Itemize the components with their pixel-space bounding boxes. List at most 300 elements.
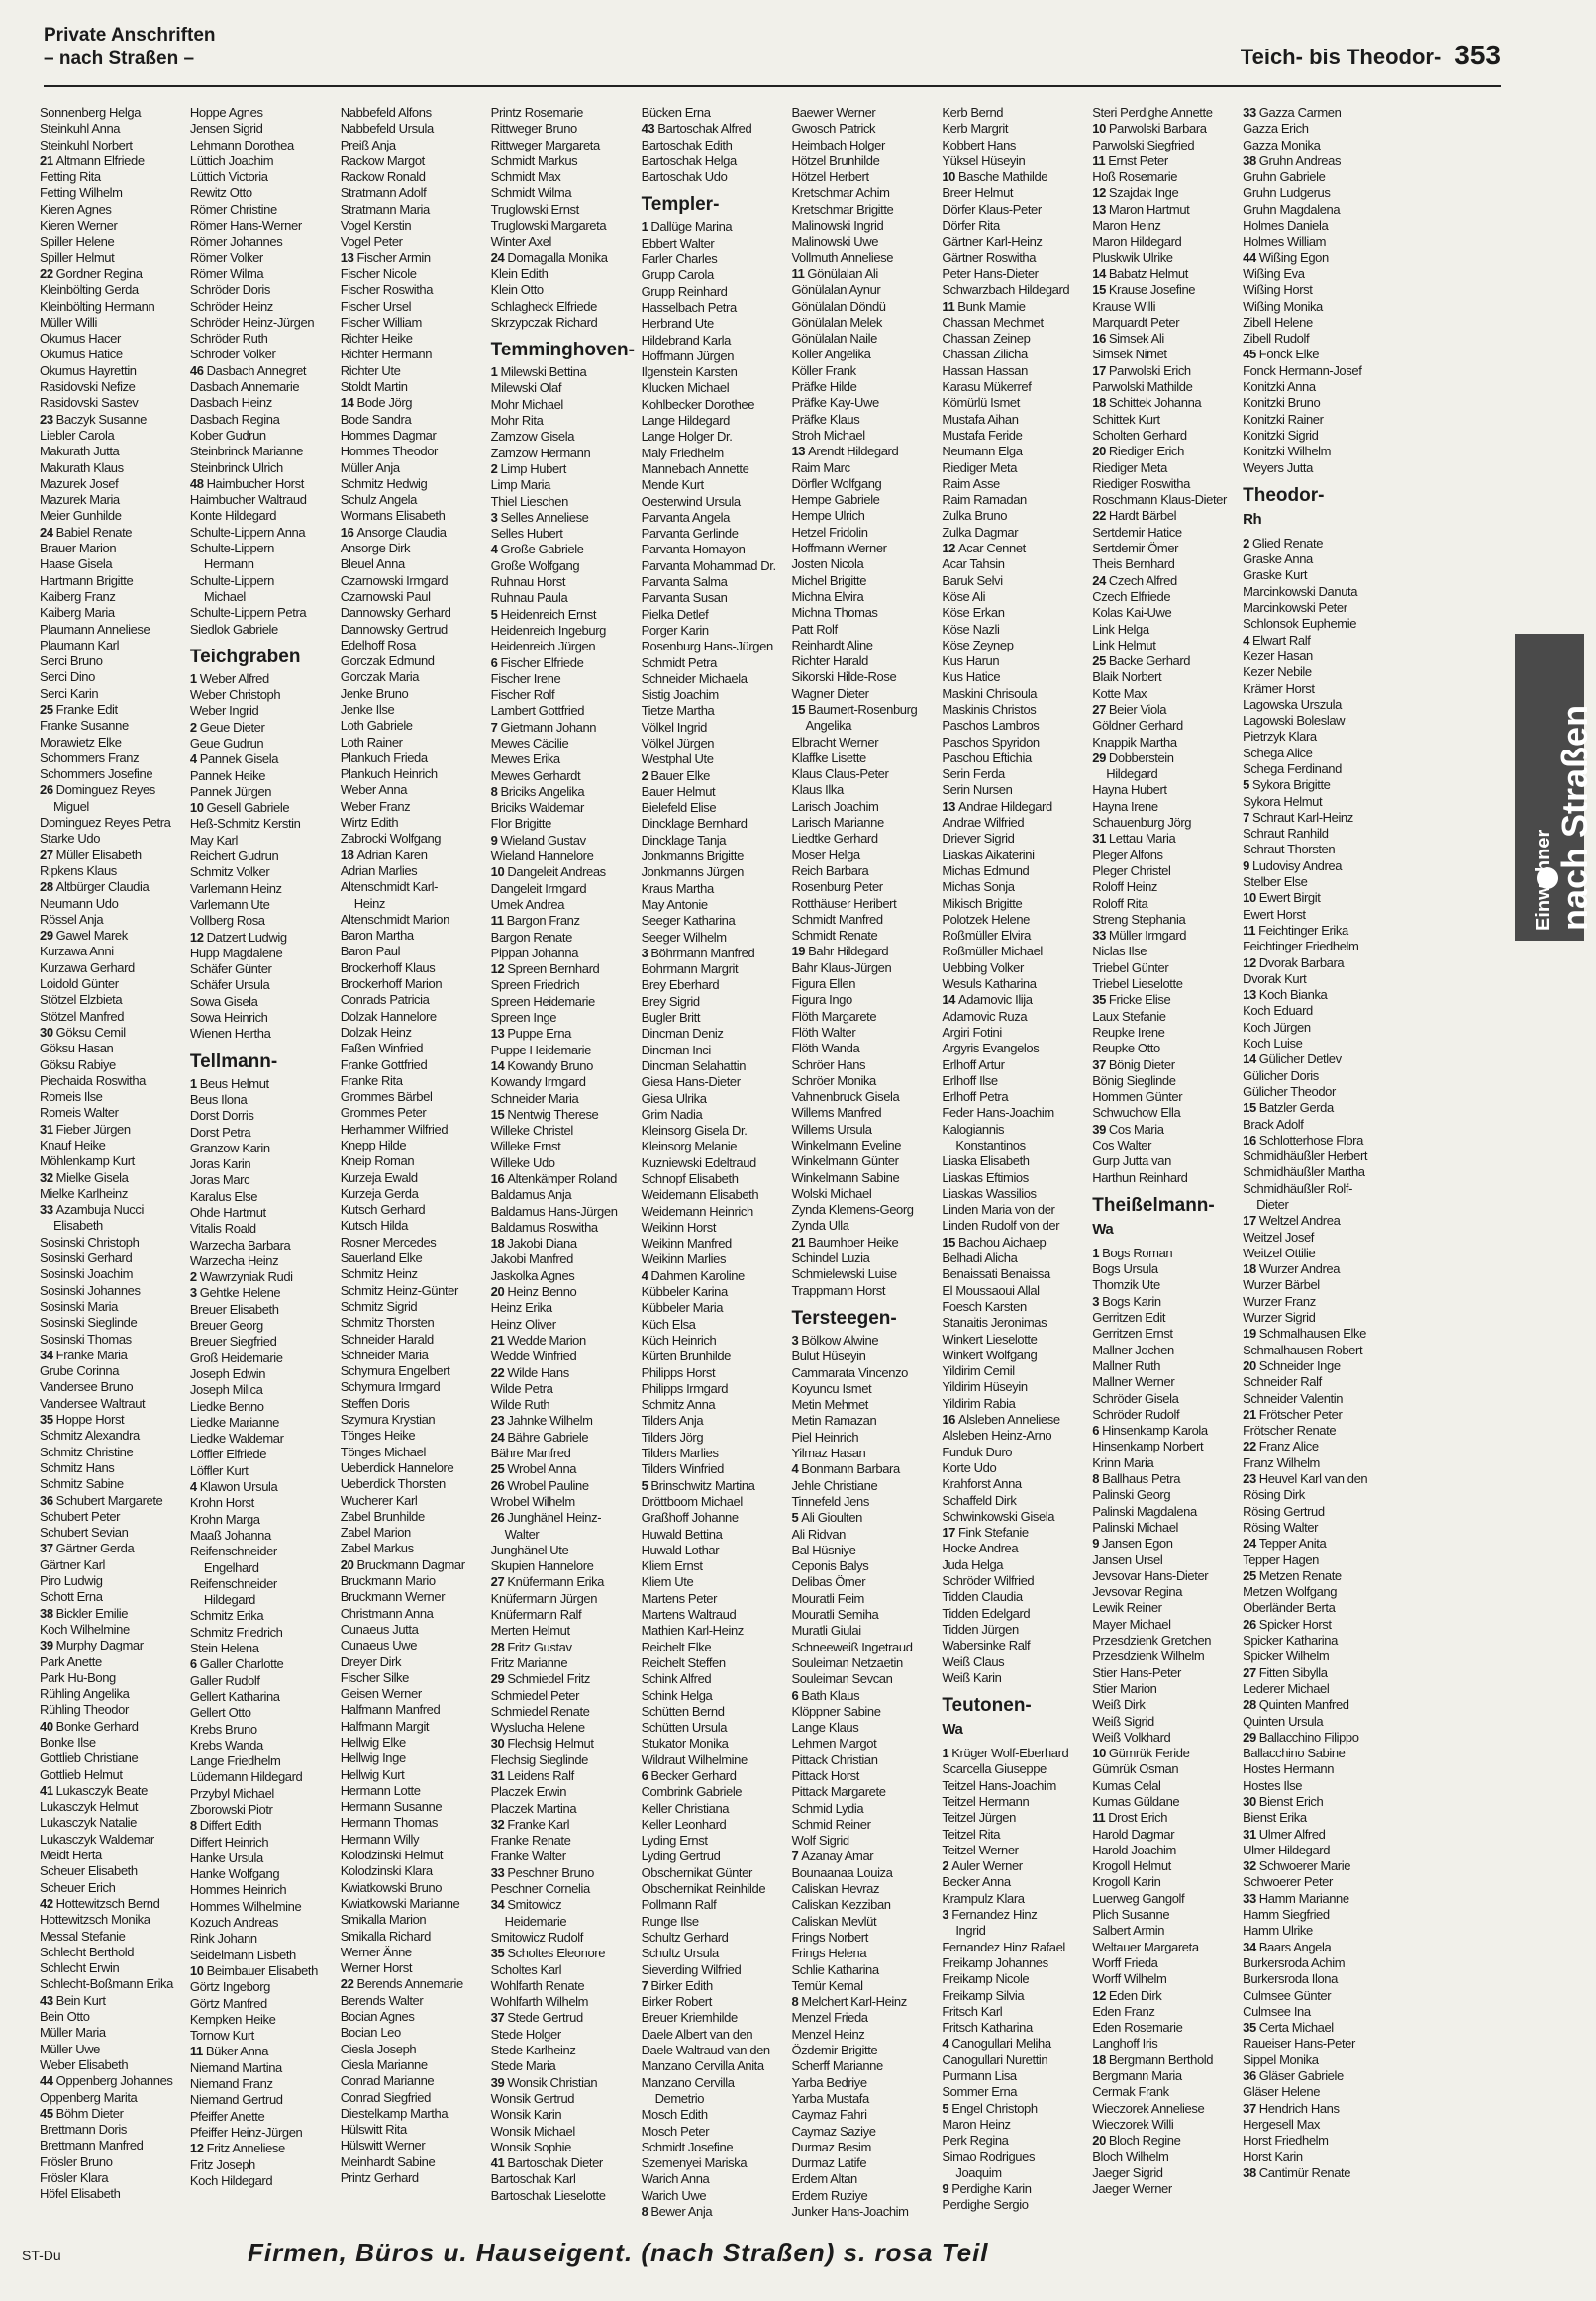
resident-entry: Schröder Wilfried (942, 1573, 1035, 1589)
resident-entry: Ripkens Klaus (40, 862, 117, 878)
resident-entry: 11 Bunk Mamie (942, 298, 1026, 314)
resident-entry: Junghänel Ute (490, 1542, 569, 1557)
resident-entry: Knappik Martha (1092, 734, 1177, 750)
resident-entry: Zulka Bruno (942, 508, 1008, 524)
resident-entry: Kolas Kai-Uwe (1092, 605, 1172, 621)
resident-entry: Plankuch Heinrich (340, 766, 438, 782)
resident-entry: Steri Perdighe Annette (1092, 105, 1213, 120)
resident-entry: Wonsik Sophie (490, 2139, 571, 2154)
resident-entry: Kus Harun (942, 653, 1000, 669)
resident-entry: Schneider Valentin (1243, 1390, 1344, 1406)
resident-entry: Richter Hermann (340, 347, 433, 362)
resident-entry: Jenke Bruno (340, 685, 409, 701)
resident-entry: Gurp Jutta van (1092, 1153, 1171, 1169)
resident-entry: Combrink Gabriele (641, 1784, 743, 1800)
resident-entry: Wabersinke Ralf (942, 1638, 1031, 1653)
resident-entry: Brey Sigrid (641, 993, 700, 1009)
name-continuation: Heinz (353, 895, 386, 911)
resident-entry: 16 Simsek Ali (1092, 331, 1164, 347)
resident-entry: Brack Adolf (1243, 1116, 1304, 1132)
resident-entry: Bogs Ursula (1092, 1261, 1158, 1277)
resident-entry: 7 Azanay Amar (791, 1849, 874, 1864)
resident-entry: 2 Wawrzyniak Rudi (189, 1269, 293, 1285)
resident-entry: Bugler Britt (641, 1010, 701, 1026)
resident-entry: Schlie Katharina (791, 1961, 879, 1977)
resident-entry: Niemand Franz (189, 2076, 273, 2092)
resident-entry: 6 Bath Klaus (791, 1687, 860, 1703)
resident-entry: Selles Hubert (490, 526, 563, 542)
resident-entry: Bocian Leo (340, 2025, 401, 2041)
resident-entry: Kotte Max (1092, 685, 1147, 701)
resident-entry: Knauf Heike (40, 1138, 106, 1152)
resident-entry: Weitzel Ottilie (1243, 1245, 1316, 1260)
resident-entry: Dröttboom Michael (641, 1493, 743, 1509)
resident-entry: Schmidt Manfred (791, 911, 883, 927)
resident-entry: 22 Hardt Bärbel (1092, 508, 1177, 524)
resident-entry: Wirtz Edith (340, 815, 399, 831)
resident-entry: Gönülalan Döndü (791, 298, 886, 314)
resident-entry: Koch Eduard (1243, 1003, 1313, 1019)
resident-entry: Mazurek Josef (40, 475, 119, 491)
name-continuation: Michael (203, 588, 246, 604)
resident-entry: Bahr Klaus-Jürgen (791, 959, 892, 975)
resident-entry: Wucherer Karl (340, 1492, 418, 1508)
resident-entry: 32 Schwoerer Marie (1243, 1858, 1351, 1874)
resident-entry: Winkelmann Günter (791, 1153, 899, 1169)
resident-entry: Fritz Marianne (490, 1654, 568, 1670)
resident-entry: Dincman Deniz (641, 1026, 724, 1042)
resident-entry: Brettmann Doris (40, 2122, 127, 2138)
resident-entry: Weikinn Horst (641, 1219, 717, 1235)
resident-entry: Köse Ali (942, 588, 986, 604)
resident-entry: Römer Wilma (189, 265, 264, 281)
resident-entry: Feder Hans-Joachim (942, 1105, 1054, 1121)
resident-entry: 35 Hoppe Horst (40, 1412, 125, 1428)
resident-entry: Hommes Dagmar (340, 427, 437, 443)
resident-entry: Haimbucher Waltraud (189, 492, 307, 508)
resident-entry: Weyers Jutta (1243, 459, 1313, 475)
resident-entry: 8 Differt Edith (189, 1818, 262, 1834)
resident-entry: Schlagheck Elfriede (490, 298, 597, 314)
resident-entry: Stötzel Manfred (40, 1008, 125, 1024)
resident-entry: Bartoschak Edith (641, 137, 733, 152)
resident-entry: Rühling Theodor (40, 1702, 129, 1718)
resident-entry: Stukator Monika (641, 1736, 729, 1751)
resident-entry: 22 Berends Annemarie (340, 1976, 463, 1992)
resident-entry: Souleiman Sevcan (791, 1671, 893, 1687)
resident-entry: Kuzniewski Edeltraud (641, 1154, 756, 1170)
resident-entry: Koch Hildegard (189, 2172, 273, 2188)
resident-entry: Weiß Claus (942, 1653, 1005, 1669)
resident-entry: Fischer William (340, 314, 422, 330)
resident-entry: Stier Hans-Peter (1092, 1664, 1181, 1680)
resident-entry: Krahforst Anna (942, 1476, 1022, 1492)
resident-entry: Maron Heinz (942, 2116, 1011, 2132)
resident-entry: Richter Heike (340, 331, 413, 347)
resident-entry: 16 Alsleben Anneliese (942, 1412, 1060, 1428)
resident-entry: Hergesell Max (1243, 2116, 1321, 2132)
resident-entry: Michas Sonja (942, 879, 1015, 895)
resident-entry: Hommes Heinrich (189, 1882, 287, 1898)
resident-entry: 16 Schlotterhose Flora (1243, 1132, 1363, 1148)
resident-entry: Göldner Gerhard (1092, 718, 1183, 734)
resident-entry: Parwolski Mathilde (1092, 379, 1193, 395)
resident-entry: Hötzel Brunhilde (791, 152, 880, 168)
directory-column (40, 105, 183, 2212)
resident-entry: Salbert Armin (1092, 1923, 1165, 1939)
resident-entry: Freikamp Nicole (942, 1971, 1030, 1987)
resident-entry: Schmitz Sigrid (340, 1298, 418, 1314)
resident-entry: 16 Ansorge Claudia (340, 524, 447, 540)
resident-entry: Roßmüller Michael (942, 944, 1043, 959)
resident-entry: Teitzel Jürgen (942, 1810, 1016, 1826)
resident-entry: Mouratli Feim (791, 1590, 864, 1606)
resident-entry: Vogel Kerstin (340, 218, 412, 234)
resident-entry: Hasselbach Petra (641, 299, 737, 315)
resident-entry: Juda Helga (942, 1556, 1004, 1572)
resident-entry: Scarcella Giuseppe (942, 1761, 1047, 1777)
resident-entry: Fritsch Katharina (942, 2020, 1033, 2036)
resident-entry: Bocian Agnes (340, 2009, 415, 2025)
resident-entry: Palinski Michael (1092, 1519, 1179, 1535)
resident-entry: Luerweg Gangolf (1092, 1890, 1185, 1906)
resident-entry: Altenschmidt Karl- (340, 879, 439, 895)
resident-entry: Mustafa Feride (942, 427, 1023, 443)
resident-entry: Bielefeld Elise (641, 800, 717, 816)
resident-entry: Neumann Elga (942, 444, 1023, 459)
resident-entry: Schmitz Volker (189, 864, 270, 880)
resident-entry: Stötzel Elzbieta (40, 992, 123, 1008)
resident-entry: Weiß Volkhard (1092, 1729, 1171, 1745)
resident-entry: Schymura Engelbert (340, 1363, 450, 1379)
header-left (44, 24, 216, 71)
resident-entry: Parvanta Susan (641, 590, 728, 606)
resident-entry: Tilders Jörg (641, 1429, 704, 1445)
resident-entry: 5 Sykora Brigitte (1243, 777, 1331, 793)
resident-entry: 11 Drost Erich (1092, 1810, 1168, 1826)
resident-entry: Wienen Hertha (189, 1026, 271, 1042)
resident-entry: Präfke Klaus (791, 411, 860, 427)
resident-entry: 24 Czech Alfred (1092, 572, 1177, 588)
resident-entry: Schmitz Heinz-Günter (340, 1282, 458, 1298)
resident-entry: 29 Ballacchino Filippo (1243, 1729, 1359, 1745)
resident-entry: Yildirim Hüseyin (942, 1379, 1028, 1395)
resident-entry: Scholtes Karl (490, 1961, 562, 1977)
resident-entry: Konitzki Rainer (1243, 411, 1324, 427)
resident-entry: Pannek Jürgen (189, 783, 272, 799)
resident-entry: Schymura Irmgard (340, 1379, 441, 1395)
resident-entry: Erlhoff Petra (942, 1089, 1009, 1105)
resident-entry: Farler Charles (641, 251, 718, 267)
resident-entry: 26 Junghänel Heinz- (490, 1510, 602, 1526)
resident-entry: Ali Ridvan (791, 1526, 846, 1542)
resident-entry: Westphal Ute (641, 751, 714, 767)
resident-entry: Richter Harald (791, 653, 868, 669)
resident-entry: 17 Weltzel Andrea (1243, 1213, 1341, 1229)
resident-entry: Schulz Angela (340, 492, 417, 508)
resident-entry: Pielka Detlef (641, 606, 709, 622)
resident-entry: Flöth Walter (791, 1024, 856, 1040)
resident-entry: Mallner Jochen (1092, 1342, 1174, 1357)
resident-entry: Reich Barbara (791, 862, 869, 878)
directory-column (641, 105, 785, 2219)
resident-entry: Schröder Heinz (189, 298, 273, 314)
resident-entry: Durmaz Latife (791, 2155, 867, 2171)
resident-entry: Konitzki Bruno (1243, 395, 1321, 411)
resident-entry: Dincman Selahattin (641, 1057, 747, 1073)
resident-entry: Wohlfarth Renate (490, 1977, 585, 1993)
resident-entry: Niclas Ilse (1092, 944, 1147, 959)
resident-entry: Riediger Roswitha (1092, 475, 1190, 491)
resident-entry: Rackow Margot (340, 152, 425, 168)
resident-entry: Dangeleit Irmgard (490, 880, 587, 896)
resident-entry: Hempe Gabriele (791, 492, 880, 508)
resident-entry: Worff Wilhelm (1092, 1971, 1167, 1987)
resident-entry: Sosinski Sieglinde (40, 1315, 138, 1331)
resident-entry: Bauer Helmut (641, 783, 716, 799)
resident-entry: 9 Ludovisy Andrea (1243, 857, 1343, 873)
resident-entry: Zabel Marion (340, 1525, 411, 1541)
resident-entry: Schommers Franz (40, 750, 140, 765)
resident-entry: Bargon Renate (490, 929, 572, 945)
resident-entry: 1 Weber Alfred (189, 670, 269, 686)
resident-entry: Weltauer Margareta (1092, 1939, 1199, 1954)
resident-entry: Theis Bernhard (1092, 556, 1175, 572)
resident-entry: Kürten Brunhilde (641, 1349, 732, 1364)
resident-entry: Thomzik Ute (1092, 1277, 1160, 1293)
resident-entry: Runge Ilse (641, 1913, 699, 1929)
resident-entry: Kübbeler Karina (641, 1284, 728, 1300)
resident-entry: Holmes Daniela (1243, 218, 1329, 234)
resident-entry: Okumus Hacer (40, 331, 121, 347)
resident-entry: Bounaanaa Louiza (791, 1864, 893, 1880)
resident-entry: Pleger Christel (1092, 862, 1171, 878)
resident-entry: 39 Murphy Dagmar (40, 1638, 144, 1653)
resident-entry: 1 Milewski Bettina (490, 364, 587, 380)
resident-entry: Lange Holger Dr. (641, 429, 733, 445)
resident-entry: Kieren Agnes (40, 201, 112, 217)
resident-entry: Gönülalan Naile (791, 331, 877, 347)
resident-entry: Rosner Mercedes (340, 1234, 437, 1250)
resident-entry: Edelhoff Rosa (340, 637, 417, 652)
resident-entry: Willeke Ernst (490, 1139, 561, 1154)
resident-entry: Feichtinger Friedhelm (1243, 939, 1359, 954)
resident-entry: Steinbrinck Marianne (189, 444, 304, 459)
resident-entry: Meidt Herta (40, 1848, 102, 1863)
resident-entry: Heinz Erika (490, 1300, 552, 1316)
resident-entry: Graßhoff Johanne (641, 1510, 739, 1526)
resident-entry: Perdighe Sergio (942, 2197, 1029, 2213)
resident-entry: Altenschmidt Marion (340, 911, 449, 927)
resident-entry: 18 Jakobi Diana (490, 1236, 577, 1251)
resident-entry: Hommen Günter (1092, 1089, 1183, 1105)
resident-entry: Zborowski Piotr (189, 1801, 273, 1817)
resident-entry: Przesdzienk Gretchen (1092, 1633, 1212, 1649)
resident-entry: Makurath Klaus (40, 459, 124, 475)
resident-entry: Krogoll Helmut (1092, 1858, 1171, 1874)
resident-entry: Schraut Thorsten (1243, 842, 1336, 857)
resident-entry: Dolzak Hannelore (340, 1008, 437, 1024)
street-heading: Theißelmann- (1092, 1194, 1215, 1216)
resident-entry: Daele Albert van den (641, 2026, 753, 2042)
resident-entry: Fischer Nicole (340, 265, 417, 281)
resident-entry: Hoß Rosemarie (1092, 169, 1178, 185)
resident-entry: Harthun Reinhard (1092, 1169, 1188, 1185)
resident-entry: Hamm Ulrike (1243, 1923, 1313, 1939)
resident-entry: Willems Ursula (791, 1121, 872, 1137)
resident-entry: Kretschmar Achim (791, 185, 890, 201)
resident-entry: Stroh Michael (791, 427, 865, 443)
resident-entry: Alsleben Heinz-Arno (942, 1428, 1052, 1444)
resident-entry: Hetzel Fridolin (791, 524, 868, 540)
resident-entry: Keller Christiana (641, 1800, 730, 1816)
resident-entry: Wildraut Wilhelmine (641, 1751, 748, 1767)
resident-entry: Bartoschak Lieselotte (490, 2187, 606, 2203)
resident-entry: Pleger Alfons (1092, 847, 1163, 862)
resident-entry: Gorczak Maria (340, 669, 420, 685)
resident-entry: 8 Melchert Karl-Heinz (791, 1994, 907, 2010)
resident-entry: 30 Göksu Cemil (40, 1024, 126, 1040)
resident-entry: Hoffmann Jürgen (641, 348, 735, 363)
resident-entry: Kwiatkowski Marianne (340, 1895, 460, 1911)
resident-entry: Schlecht Berthold (40, 1944, 135, 1959)
resident-entry: Mikisch Brigitte (942, 895, 1023, 911)
resident-entry: Weikinn Marlies (641, 1251, 727, 1267)
resident-entry: Hildebrand Karla (641, 332, 731, 348)
resident-entry: Lukasczyk Waldemar (40, 1831, 154, 1847)
resident-entry: 35 Fricke Elise (1092, 992, 1171, 1008)
resident-entry: Völkel Jürgen (641, 735, 715, 750)
resident-entry: Dasbach Regina (189, 411, 280, 427)
resident-entry: Tidden Jürgen (942, 1621, 1019, 1637)
resident-entry: Rittweger Bruno (490, 121, 577, 137)
resident-entry: Fischer Ursel (340, 298, 412, 314)
resident-entry: Heß-Schmitz Kerstin (189, 816, 301, 832)
resident-entry: Spreen Heidemarie (490, 993, 595, 1009)
resident-entry: Mazurek Maria (40, 492, 120, 508)
resident-entry: Müller Maria (40, 2025, 106, 2041)
resident-entry: Nabbefeld Ursula (340, 121, 434, 137)
resident-entry: Schmielewski Luise (791, 1266, 897, 1282)
resident-entry: Weiß Karin (942, 1669, 1002, 1685)
resident-entry: Herbrand Ute (641, 316, 714, 332)
resident-entry: Ballacchino Sabine (1243, 1746, 1346, 1761)
resident-entry: Canogullari Nurettin (942, 2051, 1048, 2067)
street-heading: Theodor- (1243, 484, 1325, 506)
resident-entry: Sieverding Wilfried (641, 1961, 742, 1977)
resident-entry: Sommer Erna (942, 2084, 1018, 2100)
resident-entry: Mende Kurt (641, 477, 704, 493)
resident-entry: 15 Baumert-Rosenburg (791, 701, 918, 717)
resident-entry: Kurzeja Gerda (340, 1185, 419, 1201)
resident-entry: Schott Erna (40, 1589, 103, 1605)
resident-entry: Smikalla Marion (340, 1912, 427, 1928)
directory-columns (40, 105, 1386, 2219)
resident-entry: Stoldt Martin (340, 379, 408, 395)
resident-entry: Kober Gudrun (189, 427, 266, 443)
resident-entry: Gwosch Patrick (791, 121, 876, 137)
resident-entry: 31 Fieber Jürgen (40, 1121, 131, 1137)
resident-entry: 13 Koch Bianka (1243, 987, 1328, 1003)
resident-entry: Reichelt Elke (641, 1639, 712, 1654)
resident-entry: 36 Schubert Margarete (40, 1492, 163, 1508)
resident-entry: 9 Jansen Egon (1092, 1536, 1173, 1551)
resident-entry: Weiß Dirk (1092, 1697, 1146, 1713)
resident-entry: Dorst Petra (189, 1124, 251, 1140)
resident-entry: Tilders Anja (641, 1413, 704, 1429)
resident-entry: Sippel Monika (1243, 2051, 1319, 2067)
resident-entry: Winkelmann Eveline (791, 1138, 902, 1152)
resident-entry: Willeke Christel (490, 1123, 573, 1139)
resident-entry: Ueberdick Thorsten (340, 1476, 446, 1492)
resident-entry: Ewert Horst (1243, 906, 1306, 922)
resident-entry: Hötzel Herbert (791, 169, 869, 185)
resident-entry: Triebel Günter (1092, 959, 1169, 975)
directory-column (1243, 105, 1386, 2212)
resident-entry: Wonsik Michael (490, 2123, 575, 2139)
district-code: Rh (1243, 510, 1262, 528)
resident-entry: Durmaz Besim (791, 2139, 871, 2154)
directory-column (491, 105, 635, 2212)
resident-entry: Hommes Theodor (340, 444, 438, 459)
resident-entry: Caliskan Kezziban (791, 1897, 891, 1913)
resident-entry: 14 Gülicher Detlev (1243, 1051, 1342, 1067)
resident-entry: Bruckmann Mario (340, 1573, 436, 1589)
resident-entry: Kumas Celal (1092, 1777, 1161, 1793)
resident-entry: Erlhoff Ilse (942, 1072, 998, 1088)
resident-entry: Franke Rita (340, 1072, 403, 1088)
resident-entry: Loth Rainer (340, 734, 403, 750)
resident-entry: 6 Fischer Elfriede (490, 654, 584, 670)
resident-entry: Schulte-Lippern Petra (189, 605, 307, 621)
resident-entry: Özdemir Brigitte (791, 2043, 878, 2058)
resident-entry: 15 Nentwig Therese (490, 1106, 599, 1122)
resident-entry: Mosch Edith (641, 2107, 708, 2123)
resident-entry: Hassan Hassan (942, 362, 1028, 378)
resident-entry: Figura Ingo (791, 992, 852, 1008)
resident-entry: Muratli Giulai (791, 1623, 861, 1639)
resident-entry: Horst Karin (1243, 2149, 1303, 2164)
resident-entry: Schwoerer Peter (1243, 1874, 1333, 1890)
resident-entry: Dörfer Klaus-Peter (942, 201, 1042, 217)
resident-entry: Link Helga (1092, 621, 1149, 637)
resident-entry: Zamzow Hermann (490, 445, 591, 460)
resident-entry: Thiel Lieschen (490, 493, 568, 509)
resident-entry: 38 Bickler Emilie (40, 1605, 129, 1621)
resident-entry: Martens Peter (641, 1590, 718, 1606)
resident-entry: Menzel Heinz (791, 2026, 865, 2042)
resident-entry: Dannowsky Gertrud (340, 621, 448, 637)
resident-entry: Bruckmann Werner (340, 1589, 446, 1605)
resident-entry: Warich Uwe (641, 2187, 707, 2203)
resident-entry: Scholten Gerhard (1092, 427, 1187, 443)
resident-entry: Serci Bruno (40, 653, 103, 669)
resident-entry: 4 Elwart Ralf (1243, 632, 1311, 648)
resident-entry: Ilgenstein Karsten (641, 364, 738, 380)
resident-entry: Tepper Hagen (1243, 1551, 1319, 1567)
resident-entry: 11 Bargon Franz (490, 913, 580, 929)
resident-entry: Schmidt Wilma (490, 185, 572, 201)
resident-entry: 45 Böhm Dieter (40, 2105, 124, 2121)
resident-entry: Weber Ingrid (189, 703, 259, 719)
resident-entry: Briciks Waldemar (490, 800, 584, 816)
resident-entry: Bartoschak Udo (641, 169, 728, 185)
resident-entry: Gönülalan Melek (791, 314, 883, 330)
resident-entry: Wohlfarth Wilhelm (490, 1994, 589, 2010)
resident-entry: Kozuch Andreas (189, 1915, 278, 1931)
resident-entry: 25 Metzen Renate (1243, 1567, 1342, 1583)
resident-entry: 16 Altenkämper Roland (490, 1171, 617, 1186)
